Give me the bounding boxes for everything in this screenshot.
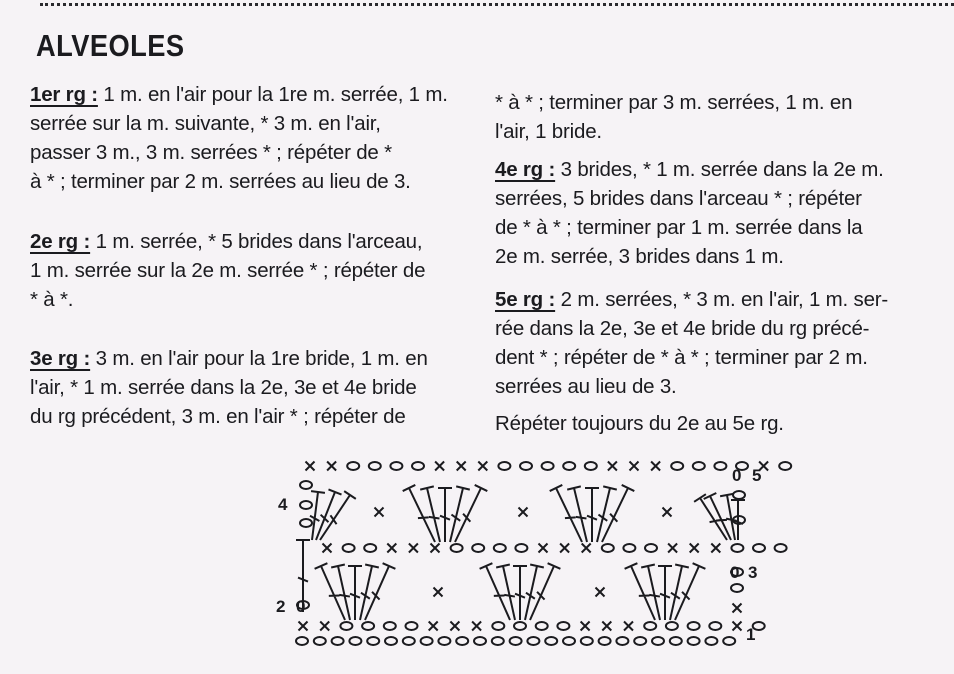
row-number-label: 1 [746,625,756,644]
row-2-label: 2e rg : [30,230,91,253]
chain-stitch-symbol [731,584,743,592]
chain-stitch-symbol [652,637,664,645]
single-crochet-symbol [435,462,444,471]
text-line: rée dans la 2e, 3e et 4e bride du rg précé- [495,317,870,340]
chain-stitch-symbol [369,462,381,470]
double-crochet-symbol [480,563,510,620]
double-crochet-symbol [658,566,672,620]
double-crochet-symbol [513,566,527,620]
chain-stitch-symbol [349,637,361,645]
text-line: du rg précédent, 3 m. en l'air * ; répéter de [30,405,406,428]
single-crochet-symbol [431,544,440,553]
text-line: serrées, 5 brides dans l'arceau * ; répéter [495,187,862,210]
chain-stitch-symbol [474,637,486,645]
chain-stitch-symbol [645,544,657,552]
double-crochet-symbol [625,563,655,620]
chain-stitch-symbol [731,544,743,552]
chain-stitch-symbol [723,637,735,645]
chain-stitch-symbol [515,544,527,552]
chain-stitch-symbol [705,637,717,645]
chain-stitch-symbol [300,519,312,527]
single-crochet-symbol [624,622,633,631]
text-line: 3 brides, * 1 m. serrée dans la 2e m. [560,158,884,181]
double-crochet-symbol [602,485,634,542]
chain-stitch-symbol [709,622,721,630]
row-number-label: 0 [730,563,740,582]
chain-stitch-symbol [536,622,548,630]
single-crochet-symbol [733,622,742,631]
chain-stitch-symbol [714,462,726,470]
chain-stitch-symbol [403,637,415,645]
chain-stitch-symbol [492,637,504,645]
chain-stitch-symbol [688,622,700,630]
single-crochet-symbol [690,544,699,553]
double-crochet-symbol [455,485,487,542]
text-line: dent * ; répéter de * à * ; terminer par 2 m. [495,346,868,369]
chain-stitch-symbol [332,637,344,645]
text-line: 2e m. serrée, 3 brides dans 1 m. [495,245,784,268]
single-crochet-symbol [450,622,459,631]
chain-stitch-symbol [581,637,593,645]
chain-stitch-symbol [438,637,450,645]
chain-stitch-symbol [670,637,682,645]
single-crochet-symbol [582,544,591,553]
single-crochet-symbol [519,508,528,517]
chain-stitch-symbol [498,462,510,470]
double-crochet-symbol [365,563,395,620]
chain-stitch-symbol [296,637,308,645]
single-crochet-symbol [651,462,660,471]
double-crochet-symbol [348,566,362,620]
chain-stitch-symbol [542,462,554,470]
single-crochet-symbol [478,462,487,471]
double-crochet-symbol [675,563,705,620]
row-number-label: 5 [752,466,762,485]
double-crochet-symbol [694,494,727,540]
single-crochet-symbol [434,588,443,597]
text-line: 1 m. serrée, * 5 brides dans l'arceau, [95,230,423,253]
chain-stitch-symbol [472,544,484,552]
chain-stitch-symbol [314,637,326,645]
chain-stitch-symbol [362,622,374,630]
text-line: à * ; terminer par 2 m. serrées au lieu de 3. [30,170,411,193]
chain-stitch-symbol [384,622,396,630]
chain-stitch-symbol [492,622,504,630]
text-line: * à *. [30,288,74,311]
text-line: passer 3 m., 3 m. serrées * ; répéter de * [30,141,392,164]
chain-stitch-symbol [364,544,376,552]
text-line: de * à * ; terminer par 1 m. serrée dans la [495,216,863,239]
single-crochet-symbol [602,622,611,631]
text-line: l'air, 1 bride. [495,120,602,143]
chain-stitch-symbol [585,462,597,470]
single-crochet-symbol [608,462,617,471]
double-crochet-symbol [585,488,599,542]
double-crochet-symbol [315,563,345,620]
chain-stitch-symbol [634,637,646,645]
single-crochet-symbol [387,544,396,553]
chain-stitch-symbol [599,637,611,645]
chain-stitch-symbol [545,637,557,645]
chain-stitch-symbol [644,622,656,630]
row-number-label: 4 [278,495,288,514]
text-line: l'air, * 1 m. serrée dans la 2e, 3e et 4e bride [30,376,417,399]
text-line: * à * ; terminer par 3 m. serrées, 1 m. en [495,91,853,114]
chain-stitch-symbol [514,622,526,630]
single-crochet-symbol [457,462,466,471]
row-number-label: 0 [732,466,742,485]
double-crochet-symbol [438,488,452,542]
single-crochet-symbol [375,508,384,517]
single-crochet-symbol [539,544,548,553]
chain-stitch-symbol [300,481,312,489]
single-crochet-symbol [560,544,569,553]
single-crochet-symbol [663,508,672,517]
chain-stitch-symbol [753,544,765,552]
chain-stitch-symbol [367,637,379,645]
chain-stitch-symbol [688,637,700,645]
chain-stitch-symbol [779,462,791,470]
chain-stitch-symbol [563,637,575,645]
single-crochet-symbol [596,588,605,597]
text-line: serrée sur la m. suivante, * 3 m. en l'air, [30,112,381,135]
double-crochet-symbol [530,563,560,620]
single-crochet-symbol [668,544,677,553]
row-number-label: 3 [748,563,758,582]
row-3-label: 3e rg : [30,347,91,370]
single-crochet-symbol [733,604,742,613]
single-crochet-symbol [323,544,332,553]
repeat-note: Répéter toujours du 2e au 5e rg. [495,412,784,435]
chain-stitch-symbol [666,622,678,630]
row-4-label: 4e rg : [495,158,556,181]
single-crochet-symbol [472,622,481,631]
chain-stitch-symbol [602,544,614,552]
text-line: serrées au lieu de 3. [495,375,677,398]
text-line: 1 m. en l'air pour la 1re m. serrée, 1 m. [103,83,448,106]
single-crochet-symbol [711,544,720,553]
text-line: 2 m. serrées, * 3 m. en l'air, 1 m. ser- [560,288,889,311]
chain-stitch-symbol [347,462,359,470]
chain-stitch-symbol [563,462,575,470]
row-number-label: 2 [276,597,286,616]
chain-stitch-symbol [616,637,628,645]
chain-stitch-symbol [451,544,463,552]
chain-stitch-symbol [671,462,683,470]
chain-stitch-symbol [406,622,418,630]
text-line: 3 m. en l'air pour la 1re bride, 1 m. en [95,347,428,370]
chain-stitch-symbol [775,544,787,552]
chain-stitch-symbol [733,491,745,499]
double-crochet-symbol [550,485,582,542]
row-1-label: 1er rg : [30,83,98,106]
chain-stitch-symbol [412,462,424,470]
text-line: 1 m. serrée sur la 2e m. serrée * ; répéter de [30,259,426,282]
double-crochet-symbol [403,485,435,542]
single-crochet-symbol [630,462,639,471]
chain-stitch-symbol [390,462,402,470]
row-5-label: 5e rg : [495,288,556,311]
chain-stitch-symbol [300,501,312,509]
single-crochet-symbol [581,622,590,631]
chain-stitch-symbol [494,544,506,552]
chain-stitch-symbol [456,637,468,645]
single-crochet-symbol [409,544,418,553]
single-crochet-symbol [429,622,438,631]
single-crochet-symbol [327,462,336,471]
chain-stitch-symbol [421,637,433,645]
single-crochet-symbol [306,462,315,471]
single-crochet-symbol [320,622,329,631]
chain-stitch-symbol [510,637,522,645]
chain-stitch-symbol [527,637,539,645]
chain-stitch-symbol [557,622,569,630]
chain-stitch-symbol [693,462,705,470]
chain-stitch-symbol [385,637,397,645]
page-title: ALVEOLES [36,28,185,63]
row-number-label: 0 [296,597,306,616]
chain-stitch-symbol [623,544,635,552]
chain-stitch-symbol [343,544,355,552]
chain-stitch-symbol [340,622,352,630]
single-crochet-symbol [299,622,308,631]
chain-stitch-symbol [520,462,532,470]
